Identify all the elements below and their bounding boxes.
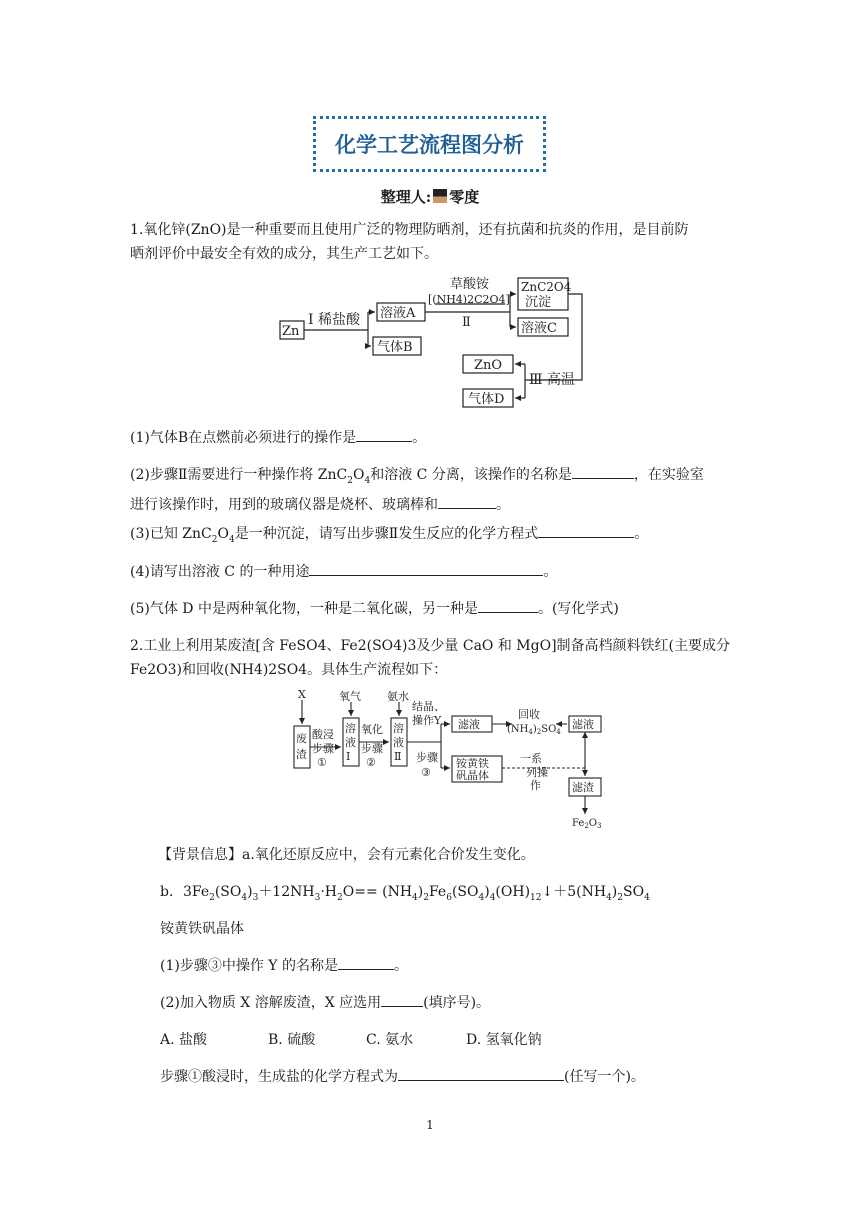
step3-label: 步骤 ③	[416, 751, 438, 779]
sunset-icon	[433, 189, 447, 203]
reagent-name: 草酸铵	[450, 277, 490, 292]
oxygen-label: 氧气	[339, 690, 361, 703]
step1-label: 酸浸步骤 ①	[312, 728, 334, 769]
q1-sub3: (3)已知 $ZnC_2O_4$是一种沉淀，请写出步骤Ⅱ发生反应的化学方程式 。	[130, 526, 649, 545]
gas-d-label: 气体D	[468, 392, 505, 407]
precipitate-label: 沉淀	[525, 295, 552, 310]
option-a[interactable]: A. 盐酸	[160, 1032, 208, 1048]
q2-background-b: b．$3Fe_2(SO_4)_3+12NH_3\cdot H_2O==$ $(NH_4)_2Fe_6(SO_4)_4(OH)_{12}↓+5(NH_4)_2SO_4$	[160, 884, 650, 903]
solution-2-label: 溶液 Ⅱ	[393, 722, 404, 763]
q2-intro: 2.工业上利用某废渣[含 FeSO4、Fe2(SO4)3及少量 CaO 和 MgO]制备高档颜料铁红(主要成分 Fe2O3)和回收(NH4)2SO4。具体生产流程如下：	[130, 638, 731, 678]
zno-label: ZnO	[474, 358, 503, 373]
nh4so4-label: $(NH_4)_2SO_4$	[507, 724, 561, 736]
q1-sub2: (2)步骤Ⅱ需要进行一种操作将 $ZnC_2O_4$和溶液 C 分离，该操作的名称是 ，在实验室 进行该操作时，用到的玻璃仪器是烧杯、玻璃棒和 。	[130, 467, 704, 513]
q2-options	[160, 1028, 740, 1052]
solution-a-label: 溶液A	[380, 306, 416, 321]
x-label: X	[298, 688, 306, 701]
answer-blank[interactable]	[356, 428, 412, 442]
ammonia-label: 氨水	[387, 690, 409, 703]
gas-b-label: 气体B	[377, 340, 413, 355]
residue-label: 滤渣	[572, 781, 594, 794]
solution-1-label: 溶液 Ⅰ	[345, 722, 356, 763]
znc2o4-label: ZnC2O4	[521, 280, 572, 294]
reagent-formula: [(NH4)2C2O4]	[428, 293, 510, 306]
crystal-label: 铵黄铁矾晶体	[456, 757, 489, 782]
answer-blank[interactable]	[438, 495, 496, 509]
answer-blank[interactable]	[572, 465, 634, 479]
answer-blank[interactable]	[538, 524, 634, 538]
q1-flow-diagram	[270, 270, 610, 412]
step2-label: 氧化步骤 ②	[361, 723, 383, 769]
compiler-line: 整理人: 零度	[380, 188, 480, 206]
solution-c-label: 溶液C	[521, 321, 557, 336]
q2-sub3: 步骤①酸浸时，生成盐的化学方程式为 (任写一个)。	[160, 1069, 645, 1085]
answer-blank[interactable]	[381, 993, 423, 1007]
crystal-note: 铵黄铁矾晶体	[160, 921, 244, 937]
q2-background-a: 【背景信息】a.氧化还原反应中，会有元素化合价发生变化。	[158, 847, 535, 863]
q2-sub1: (1)步骤③中操作 Y 的名称是 。	[160, 958, 408, 974]
op-y-label: 结晶、操作Y	[412, 700, 445, 727]
q1-sub5: (5)气体 D 中是两种氧化物，一种是二氧化碳，另一种是 。(写化学式)	[130, 601, 619, 617]
page-number: 1	[426, 1118, 434, 1132]
filtrate-2-label: 滤液	[572, 718, 594, 731]
q2-sub2: (2)加入物质 X 溶解废渣，X 应选用 (填序号)。	[160, 995, 491, 1011]
q1-intro: 1.氧化锌(ZnO)是一种重要而且使用广泛的物理防晒剂，还有抗菌和抗炎的作用，是目前防 晒剂评价中最安全有效的成分，其生产工艺如下。	[130, 222, 689, 262]
answer-blank[interactable]	[398, 1067, 564, 1081]
fe2o3-label: $Fe_2O_3$	[572, 818, 602, 830]
option-c[interactable]: C. 氨水	[366, 1032, 414, 1048]
option-b[interactable]: B. 硫酸	[268, 1032, 316, 1048]
step3-label: Ⅲ 高温	[529, 372, 575, 388]
q1-sub4: (4)请写出溶液 C 的一种用途 。	[130, 564, 558, 580]
zn-label: Zn	[282, 324, 300, 339]
answer-blank[interactable]	[338, 956, 394, 970]
recover-label: 回收	[518, 708, 540, 721]
reaction-equation: $3Fe_2(SO_4)_3+12NH_3\cdot H_2O==$ $(NH_4)_2Fe_6(SO_4)_4(OH)_{12}↓+5(NH_4)_2SO_4$	[182, 884, 650, 903]
option-d[interactable]: D. 氢氧化钠	[466, 1032, 542, 1048]
q1-sub1: (1)气体B在点燃前必须进行的操作是 。	[130, 430, 427, 446]
answer-blank[interactable]	[478, 599, 538, 613]
step2-label: Ⅱ	[462, 315, 471, 330]
waste-label: 废渣	[296, 732, 307, 761]
answer-blank[interactable]	[309, 562, 543, 576]
page-title: 化学工艺流程图分析	[313, 116, 546, 172]
series-label: 一系列操作	[520, 752, 548, 792]
q2-flow-diagram	[286, 688, 616, 830]
filtrate-label: 滤液	[458, 718, 480, 731]
step1-label: Ⅰ 稀盐酸	[308, 312, 360, 328]
